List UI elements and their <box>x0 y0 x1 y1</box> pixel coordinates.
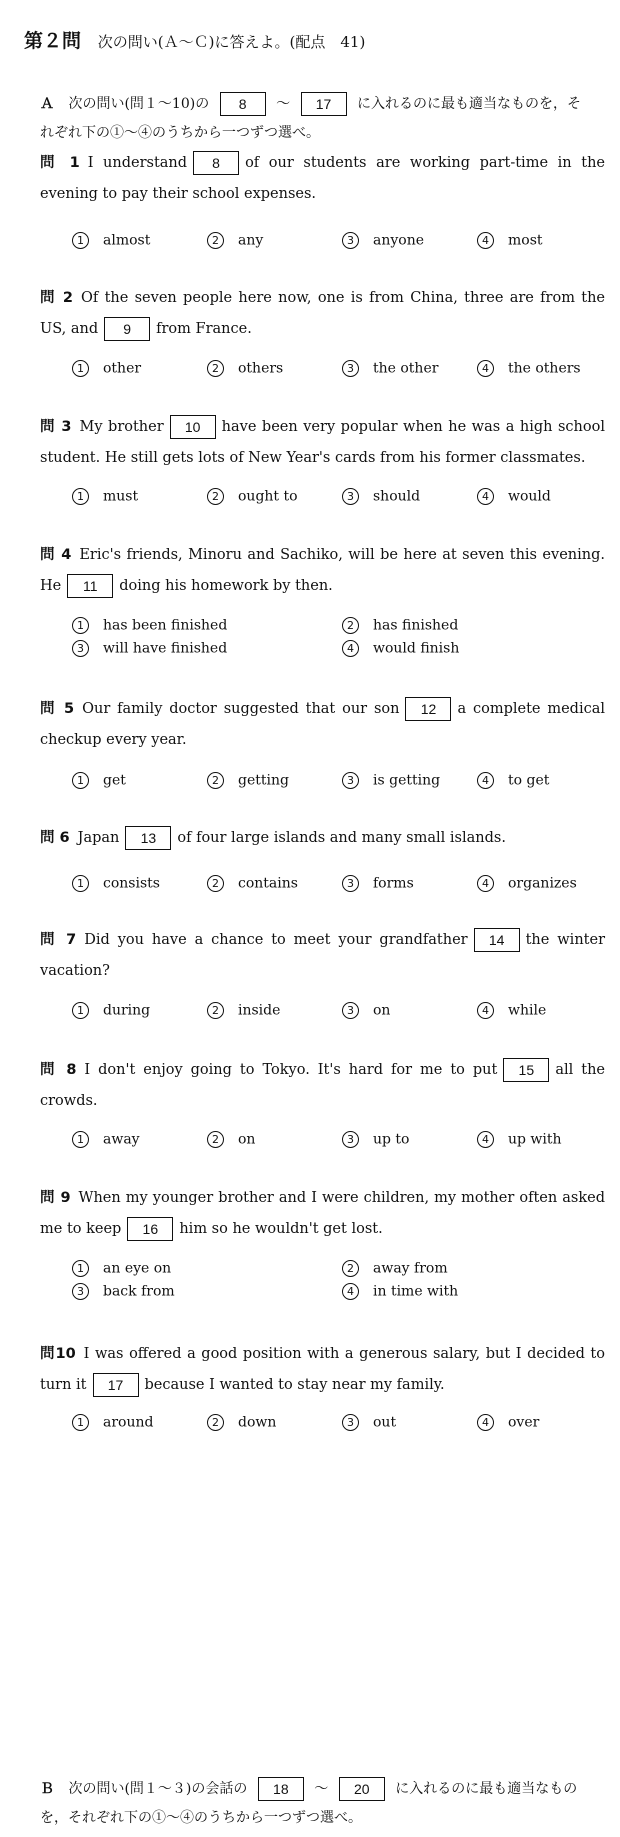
option-text: getting <box>238 772 289 789</box>
answer-option[interactable] <box>342 1002 477 1019</box>
option-list <box>72 1131 612 1148</box>
option-text: ought to <box>238 488 298 505</box>
question-number: 問 1 <box>40 155 80 171</box>
answer-option[interactable] <box>477 232 612 249</box>
option-text: up with <box>508 1131 562 1148</box>
answer-option[interactable] <box>342 772 477 789</box>
answer-option[interactable] <box>72 488 207 505</box>
option-text: on <box>238 1131 256 1148</box>
section-b-text1: 次の問い(問１～３)の会話の <box>68 1781 248 1797</box>
option-list <box>72 1260 612 1300</box>
option-number-circle: 4 <box>477 875 494 892</box>
option-text: away <box>103 1131 140 1148</box>
answer-box-from: 8 <box>220 92 266 116</box>
answer-option[interactable] <box>72 360 207 377</box>
question-text-after: have been very popular when he was a high school student. He still gets lots of New Year's cards from his former classmates. <box>40 419 605 466</box>
answer-option[interactable] <box>207 1002 342 1019</box>
answer-option[interactable] <box>72 1002 207 1019</box>
answer-blank[interactable]: 14 <box>474 928 520 952</box>
page-header <box>24 26 365 53</box>
section-a-text3: れぞれ下の①～④のうちから一つずつ選べ。 <box>40 125 320 141</box>
option-number-circle: 3 <box>72 1283 89 1300</box>
option-number-circle: 4 <box>477 772 494 789</box>
option-number-circle: 1 <box>72 360 89 377</box>
option-text: any <box>238 232 264 249</box>
question-text-before: Did you have a chance to meet your grandfather <box>84 932 468 948</box>
answer-blank[interactable]: 8 <box>193 151 239 175</box>
option-number-circle: 2 <box>207 1002 224 1019</box>
answer-option[interactable] <box>477 772 612 789</box>
option-number-circle: 2 <box>342 617 359 634</box>
answer-option[interactable] <box>342 875 477 892</box>
option-text: the other <box>373 360 439 377</box>
option-list <box>72 488 612 505</box>
question-text-before: Eric's friends, Minoru and Sachiko, will be here at seven this evening. He <box>40 547 605 594</box>
question-text-after: all the crowds. <box>40 1062 605 1109</box>
answer-option[interactable] <box>207 488 342 505</box>
question-stem <box>40 540 605 602</box>
question-number: 問 5 <box>40 701 75 717</box>
answer-blank[interactable]: 11 <box>67 574 113 598</box>
option-number-circle: 4 <box>477 232 494 249</box>
option-text: while <box>508 1002 547 1019</box>
problem-title: 第２問 <box>24 30 82 52</box>
question-text-before: Of the seven people here now, one is from China, three are from the US, and <box>40 290 605 337</box>
section-a-instructions <box>40 90 600 148</box>
option-number-circle: 2 <box>207 875 224 892</box>
answer-option[interactable] <box>477 875 612 892</box>
option-number-circle: 2 <box>342 1260 359 1277</box>
question <box>40 1339 605 1401</box>
option-number-circle: 4 <box>477 1414 494 1431</box>
question <box>40 1055 605 1117</box>
option-list <box>72 232 612 249</box>
question-text-after: of four large islands and many small islands. <box>177 830 506 846</box>
option-list <box>72 1002 612 1019</box>
question-number: 問 9 <box>40 1190 71 1206</box>
answer-option[interactable] <box>477 1414 612 1431</box>
option-text: away from <box>373 1260 448 1277</box>
answer-option[interactable] <box>342 232 477 249</box>
answer-blank[interactable]: 10 <box>170 415 216 439</box>
answer-option[interactable] <box>477 1002 612 1019</box>
answer-option[interactable] <box>342 1131 477 1148</box>
answer-option[interactable] <box>72 875 207 892</box>
option-number-circle: 1 <box>72 1260 89 1277</box>
option-number-circle: 1 <box>72 1414 89 1431</box>
option-text: an eye on <box>103 1260 172 1277</box>
question-number: 問 3 <box>40 419 72 435</box>
option-text: back from <box>103 1283 175 1300</box>
option-text: most <box>508 232 543 249</box>
problem-instruction: 次の問い(Ａ～Ｃ)に答えよ。(配点 41) <box>97 33 366 51</box>
question-number: 問10 <box>40 1346 76 1362</box>
option-text: other <box>103 360 142 377</box>
answer-option[interactable] <box>207 772 342 789</box>
option-text: inside <box>238 1002 281 1019</box>
question-text-before: My brother <box>79 419 164 435</box>
option-text: is getting <box>373 772 441 789</box>
question-text-after: because I wanted to stay near my family. <box>144 1377 445 1393</box>
option-text: anyone <box>373 232 425 249</box>
option-text: would <box>508 488 551 505</box>
option-number-circle: 1 <box>72 488 89 505</box>
option-number-circle: 4 <box>342 1283 359 1300</box>
answer-box-to: 17 <box>301 92 347 116</box>
answer-option[interactable] <box>72 1414 207 1431</box>
question-number: 問 4 <box>40 547 72 563</box>
option-number-circle: 3 <box>342 1414 359 1431</box>
question-text-after: him so he wouldn't get lost. <box>179 1221 383 1237</box>
answer-option[interactable] <box>72 640 342 657</box>
option-number-circle: 4 <box>477 1002 494 1019</box>
answer-option[interactable] <box>342 1283 612 1300</box>
section-a-label: Ａ <box>40 96 54 112</box>
option-number-circle: 1 <box>72 232 89 249</box>
option-number-circle: 3 <box>342 360 359 377</box>
option-text: in time with <box>373 1283 459 1300</box>
section-a-text1: 次の問い(問１～10)の <box>68 96 210 112</box>
option-number-circle: 3 <box>342 488 359 505</box>
answer-option[interactable] <box>477 488 612 505</box>
option-number-circle: 3 <box>342 1002 359 1019</box>
answer-option[interactable] <box>207 1131 342 1148</box>
answer-option[interactable] <box>342 1414 477 1431</box>
answer-option[interactable] <box>207 875 342 892</box>
option-text: others <box>238 360 284 377</box>
answer-option[interactable] <box>342 360 477 377</box>
option-number-circle: 4 <box>477 1131 494 1148</box>
question <box>40 540 605 602</box>
answer-option[interactable] <box>207 1414 342 1431</box>
question-text-after: doing his homework by then. <box>119 578 333 594</box>
option-number-circle: 1 <box>72 875 89 892</box>
option-number-circle: 3 <box>342 1131 359 1148</box>
section-a-tilde: ～ <box>276 96 291 112</box>
question-number: 問 8 <box>40 1062 77 1078</box>
option-list <box>72 772 612 789</box>
answer-option[interactable] <box>477 1131 612 1148</box>
option-number-circle: 2 <box>207 1414 224 1431</box>
option-number-circle: 4 <box>477 360 494 377</box>
section-b-instructions <box>40 1775 600 1833</box>
answer-option[interactable] <box>72 1131 207 1148</box>
option-number-circle: 2 <box>207 772 224 789</box>
question-text-before: I was offered a good position with a generous salary, but I decided to turn it <box>40 1346 605 1393</box>
section-b-text2: に入れるのに最も適当なもの <box>395 1781 578 1797</box>
answer-option[interactable] <box>72 232 207 249</box>
option-text: will have finished <box>103 640 228 657</box>
question-text-before: Japan <box>77 830 120 846</box>
option-number-circle: 1 <box>72 772 89 789</box>
option-number-circle: 1 <box>72 1002 89 1019</box>
question-stem <box>40 412 605 474</box>
option-number-circle: 4 <box>477 488 494 505</box>
option-text: to get <box>508 772 550 789</box>
option-text: must <box>103 488 139 505</box>
option-number-circle: 2 <box>207 1131 224 1148</box>
option-list <box>72 875 612 892</box>
answer-option[interactable] <box>72 617 342 634</box>
option-text: organizes <box>508 875 577 892</box>
option-number-circle: 1 <box>72 617 89 634</box>
option-list <box>72 360 612 377</box>
question-number: 問 7 <box>40 932 77 948</box>
answer-option[interactable] <box>207 360 342 377</box>
answer-option[interactable] <box>342 617 612 634</box>
question-text-before: When my younger brother and I were children, my mother often asked me to keep <box>40 1190 605 1237</box>
question <box>40 823 605 854</box>
question-stem <box>40 283 605 345</box>
question-number: 問 2 <box>40 290 74 306</box>
answer-option[interactable] <box>477 360 612 377</box>
answer-blank[interactable]: 9 <box>104 317 150 341</box>
option-text: out <box>373 1414 397 1431</box>
question-stem <box>40 925 605 987</box>
question-stem <box>40 694 605 756</box>
option-number-circle: 3 <box>342 875 359 892</box>
option-text: get <box>103 772 126 789</box>
option-text: during <box>103 1002 151 1019</box>
answer-blank[interactable]: 13 <box>125 826 171 850</box>
option-text: around <box>103 1414 154 1431</box>
option-number-circle: 1 <box>72 1131 89 1148</box>
question-text-before: I don't enjoy going to Tokyo. It's hard for me to put <box>84 1062 498 1078</box>
option-number-circle: 2 <box>207 232 224 249</box>
answer-option[interactable] <box>72 1260 342 1277</box>
question-stem <box>40 1183 605 1245</box>
question-stem <box>40 1055 605 1117</box>
option-text: almost <box>103 232 151 249</box>
option-number-circle: 2 <box>207 360 224 377</box>
option-text: up to <box>373 1131 410 1148</box>
option-text: the others <box>508 360 581 377</box>
option-number-circle: 3 <box>342 772 359 789</box>
option-text: contains <box>238 875 298 892</box>
option-text: has been finished <box>103 617 228 634</box>
option-text: would finish <box>373 640 460 657</box>
question-text-before: Our family doctor suggested that our son <box>82 701 400 717</box>
answer-box-to: 20 <box>339 1777 385 1801</box>
option-list <box>72 1414 612 1431</box>
answer-blank[interactable]: 15 <box>503 1058 549 1082</box>
question-stem <box>40 823 605 854</box>
question-stem <box>40 1339 605 1401</box>
option-list <box>72 617 612 657</box>
answer-option[interactable] <box>72 1283 342 1300</box>
option-text: down <box>238 1414 277 1431</box>
option-number-circle: 3 <box>72 640 89 657</box>
option-text: should <box>373 488 421 505</box>
question-text-after: from France. <box>156 321 252 337</box>
answer-blank[interactable]: 16 <box>127 1217 173 1241</box>
answer-blank[interactable]: 17 <box>93 1373 139 1397</box>
section-b-tilde: ～ <box>314 1781 329 1797</box>
question-number: 問 6 <box>40 830 70 846</box>
option-text: has finished <box>373 617 459 634</box>
answer-option[interactable] <box>207 232 342 249</box>
answer-option[interactable] <box>342 640 612 657</box>
answer-option[interactable] <box>342 1260 612 1277</box>
section-b-text3: を，それぞれ下の①～④のうちから一つずつ選べ。 <box>40 1810 362 1826</box>
question <box>40 925 605 987</box>
section-a-text2: に入れるのに最も適当なものを，そ <box>357 96 582 112</box>
question <box>40 1183 605 1245</box>
question-stem <box>40 148 605 210</box>
question <box>40 283 605 345</box>
option-text: on <box>373 1002 391 1019</box>
question <box>40 694 605 756</box>
answer-box-from: 18 <box>258 1777 304 1801</box>
option-number-circle: 4 <box>342 640 359 657</box>
question-text-after: the winter vacation? <box>40 932 605 979</box>
option-number-circle: 3 <box>342 232 359 249</box>
question <box>40 412 605 474</box>
answer-blank[interactable]: 12 <box>405 697 451 721</box>
question-text-after: a complete medical checkup every year. <box>40 701 605 748</box>
question <box>40 148 605 210</box>
option-number-circle: 2 <box>207 488 224 505</box>
question-text-after: of our students are working part-time in the evening to pay their school expenses. <box>40 155 606 202</box>
question-text-before: I understand <box>87 155 188 171</box>
answer-option[interactable] <box>342 488 477 505</box>
option-text: forms <box>373 875 414 892</box>
option-text: consists <box>103 875 160 892</box>
option-text: over <box>508 1414 540 1431</box>
section-b-label: Ｂ <box>40 1781 54 1797</box>
answer-option[interactable] <box>72 772 207 789</box>
